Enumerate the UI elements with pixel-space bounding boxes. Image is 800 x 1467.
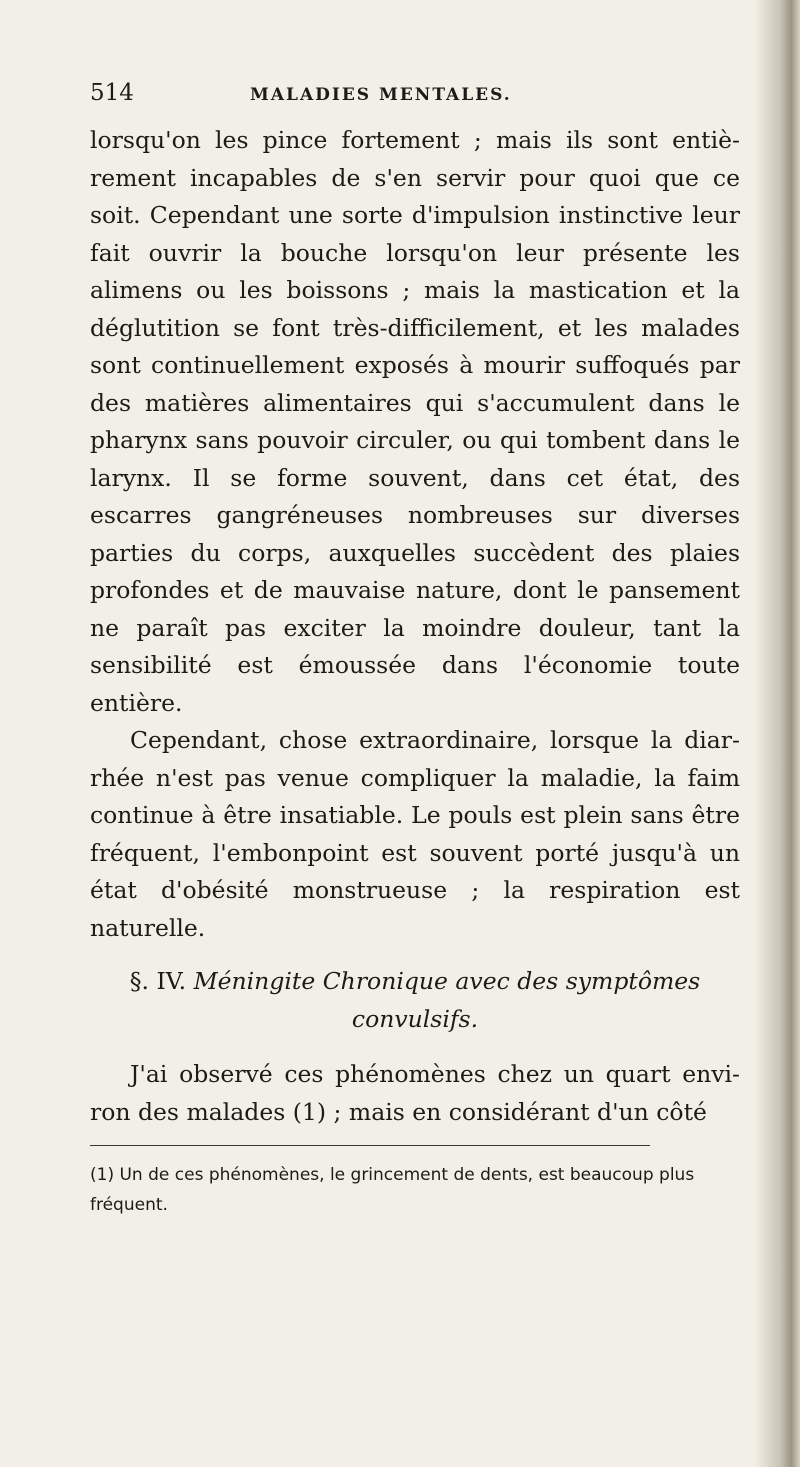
section-title-line-2: convulsifs. <box>351 1004 479 1033</box>
paragraph-3: J'ai observé ces phénomènes chez un quart environ des malades (1) ; mais en considérant d'un côté <box>90 1060 740 1126</box>
page-edge-shadow <box>756 0 800 1467</box>
paragraph-1: lorsqu'on les pince fortement ; mais ils sont entièrement incapables de s'en servir pour quoi que ce soit. Cependant une sorte d'impulsion instinctive leur fait ouvrir la bouche lorsqu'on leur présente les alimens ou les boissons ; mais la mastication et la déglutition se font très-difficilement, et les malades sont continuellement exposés à mourir suffoqués par des matières alimentaires qui s'accumulent dans le pharynx sans pouvoir circuler, ou qui tombent dans le larynx. Il se forme souvent, dans cet état, des escarres gangréneuses nombreuses sur diverses parties du corps, auxquelles succèdent des plaies profondes et de mauvaise nature, dont le pansement ne paraît pas exciter la moindre douleur, tant la sensibilité est émoussée dans l'économie toute entière. <box>90 126 740 717</box>
section-title-line-1: Méningite Chronique avec des symptômes <box>193 967 701 995</box>
section-number: §. IV. <box>129 967 187 995</box>
book-page <box>90 80 740 1220</box>
paragraph-2: Cependant, chose extraordinaire, lorsque la diarrhée n'est pas venue compliquer la maladie, la faim continue à être insatiable. Le pouls est plein sans être fréquent, l'embonpoint est souvent porté jusqu'à un état d'obésité monstrueuse ; la respiration est naturelle. <box>90 726 740 942</box>
footnote-rule <box>90 1145 650 1146</box>
page-number: 514 <box>90 80 134 106</box>
running-head: MALADIES MENTALES. <box>250 85 512 105</box>
section-heading <box>90 963 740 1038</box>
page-header <box>90 80 740 120</box>
body-text <box>90 122 740 1131</box>
footnote: (1) Un de ces phénomènes, le grincement de dents, est beaucoup plus fréquent. <box>90 1165 695 1215</box>
